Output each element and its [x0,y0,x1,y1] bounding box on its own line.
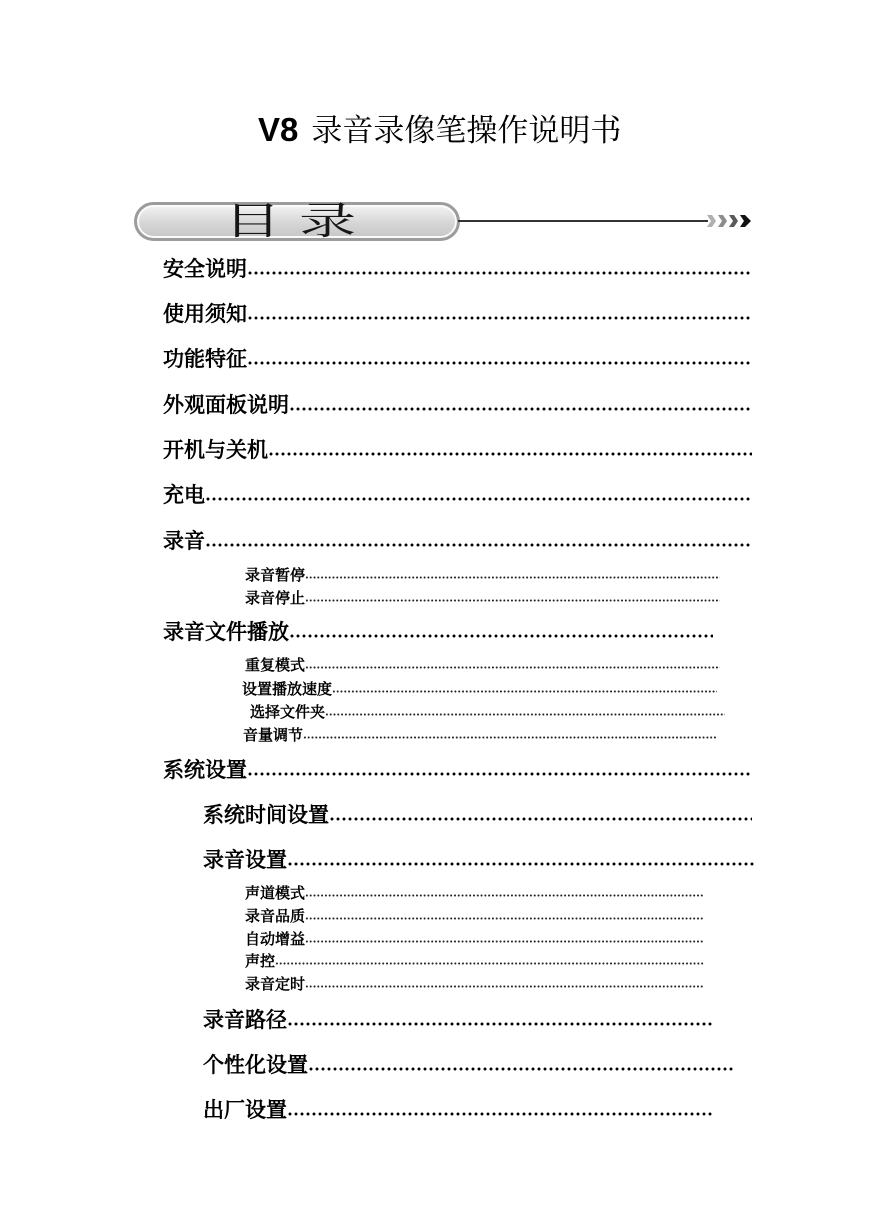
toc-entry-recording-stop [245,587,720,607]
toc-entry-label: 使用须知 [163,302,247,326]
toc-entry-label: 外观面板说明 [163,393,289,417]
dot-leader [305,666,720,669]
toc-entry-factory-reset [203,1096,712,1122]
toc-entry-system-settings [163,756,752,782]
document-title [258,110,621,150]
dot-leader [305,985,704,988]
title-model: V8 [258,111,299,148]
dot-leader [247,271,752,275]
toc-entry-system-time [203,801,752,827]
dot-leader [205,497,752,501]
toc-entry-label: 录音路径 [203,1008,287,1032]
toc-entry-repeat-mode [245,654,720,674]
toc-entry-label: 声控 [245,953,276,970]
toc-entry-personalization [203,1051,733,1077]
toc-entry-volume-adjust [243,724,717,744]
dot-leader [305,940,704,943]
toc-entry-recording [163,527,752,553]
chevron-right-icon [707,215,716,227]
dot-leader [247,772,752,776]
dot-leader [308,1067,733,1071]
toc-entry-label: 录音定时 [245,976,306,993]
toc-entry-recording-pause [245,564,720,584]
toc-entry-panel-description [163,391,752,417]
dot-leader [205,543,752,547]
toc-entry-label: 功能特征 [163,347,247,371]
toc-entry-label: 录音暂停 [245,567,306,584]
toc-entry-auto-gain [245,928,704,948]
chevron-right-icon [740,215,751,227]
toc-entry-voice-activation [245,950,704,970]
toc-entry-label: 出厂设置 [203,1098,287,1122]
toc-entry-label: 录音文件播放 [163,620,289,644]
toc-entry-label: 录音品质 [245,908,306,925]
toc-entry-label: 自动增益 [245,931,306,948]
dot-leader [305,599,720,602]
toc-entry-label: 系统设置 [163,758,247,782]
dot-leader [329,817,752,821]
toc-entry-label: 个性化设置 [203,1053,308,1077]
toc-header-title: 目 录 [224,199,357,243]
toc-entry-label: 重复模式 [245,657,306,674]
toc-entry-playback-speed [242,678,717,698]
toc-entry-label: 充电 [163,483,205,507]
toc-entry-label: 声道模式 [245,885,306,902]
toc-entry-label: 开机与关机 [163,438,268,462]
chevron-right-icon [718,215,727,227]
header-arrows [706,214,752,228]
toc-entry-power-on-off [163,436,752,462]
toc-entry-recording-quality [245,905,704,925]
toc-header-rule [458,220,708,222]
toc-entry-label: 录音停止 [245,590,306,607]
toc-entry-label: 设置播放速度 [242,681,333,698]
toc-entry-label: 录音设置 [203,848,287,872]
dot-leader [287,1112,712,1116]
dot-leader [287,1022,712,1026]
dot-leader [305,917,704,920]
toc-entry-channel-mode [245,882,704,902]
dot-leader [305,894,704,897]
dot-leader [303,736,717,739]
dot-leader [332,690,717,693]
toc-entry-recording-path [203,1006,712,1032]
toc-entry-label: 录音 [163,529,205,553]
toc-entry-usage-notice [163,300,752,326]
toc-entry-label: 系统时间设置 [203,803,329,827]
toc-entry-recording-timer [245,973,704,993]
toc-entry-select-folder [250,701,725,721]
toc-entry-label: 选择文件夹 [250,704,326,721]
chevron-right-icon [729,215,738,227]
dot-leader [289,407,752,411]
toc-entry-safety-notes [163,255,752,281]
dot-leader [287,862,756,866]
toc-entry-recording-playback [163,618,713,644]
dot-leader [325,713,725,716]
dot-leader [247,316,752,320]
dot-leader [268,452,752,456]
toc-entry-charging [163,481,752,507]
dot-leader [275,962,704,965]
dot-leader [247,361,752,365]
toc-entry-label: 安全说明 [163,257,247,281]
dot-leader [305,576,720,579]
toc-entry-recording-settings [203,846,756,872]
toc-entry-label: 音量调节 [243,727,304,744]
toc-entry-features [163,345,752,371]
title-text: 录音录像笔操作说明书 [311,113,622,148]
dot-leader [289,634,713,638]
